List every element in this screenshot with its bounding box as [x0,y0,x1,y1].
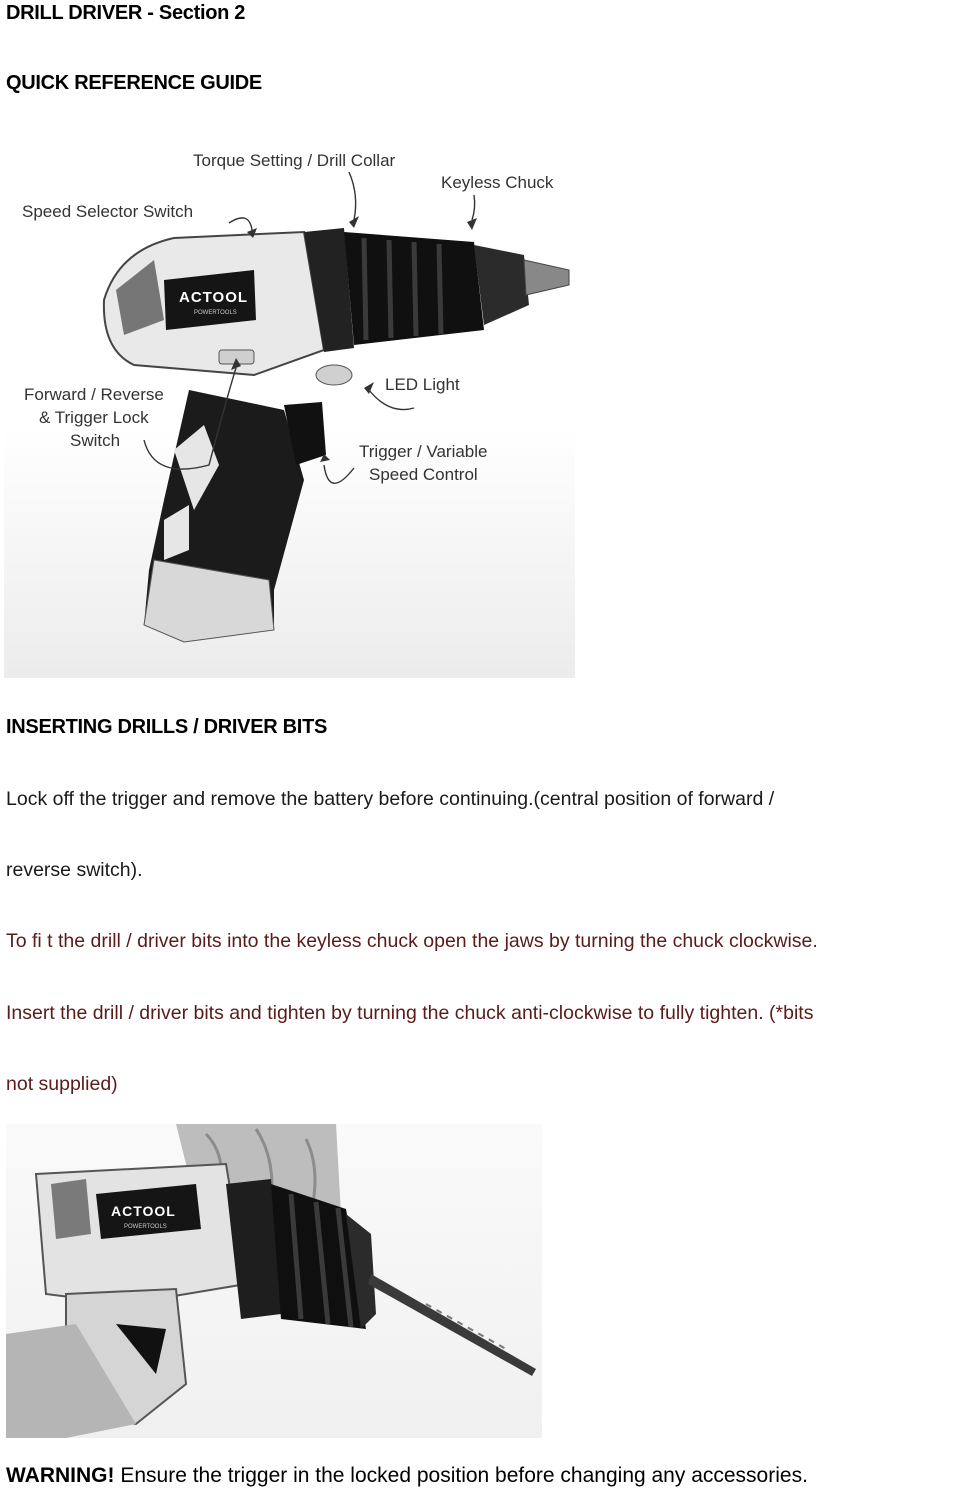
drill-bit-insertion-photo [6,1124,542,1438]
callout-trigger-line1: Trigger / Variable [359,442,488,461]
photo-brand-logo: ACTOOL [111,1203,176,1219]
paragraph-fit-bits: To fi t the drill / driver bits into the keyless chuck open the jaws by turning the chuck clockwise. [6,930,818,952]
paragraph-lock-trigger-line1: Lock off the trigger and remove the battery before continuing.(central position of forward / [6,788,775,810]
document-title: DRILL DRIVER - Section 2 [6,2,246,24]
drill-diagram-illustration [4,120,575,678]
callout-forward-reverse-line2: & Trigger Lock [39,408,149,427]
drill-diagram-figure [4,120,575,678]
callout-keyless-chuck: Keyless Chuck [441,173,554,192]
warning-notice [6,1464,808,1488]
callout-forward-reverse-line1: Forward / Reverse [24,385,164,404]
callout-forward-reverse-line3: Switch [70,431,121,450]
callout-torque-setting: Torque Setting / Drill Collar [193,151,396,170]
drill-brand-logo: ACTOOL [179,289,249,306]
paragraph-lock-trigger-line2: reverse switch). [6,859,143,881]
paragraph-insert-bits-line2: not supplied) [6,1073,118,1095]
drill-bit-insertion-illustration [6,1124,542,1438]
callout-speed-selector: Speed Selector Switch [22,202,194,221]
photo-brand-sub: POWERTOOLS [124,1224,167,1230]
callout-led-light: LED Light [385,375,460,394]
document-subtitle: QUICK REFERENCE GUIDE [6,72,262,94]
callout-trigger-line2: Speed Control [369,465,478,484]
warning-label: WARNING! [6,1464,115,1487]
paragraph-insert-bits-line1: Insert the drill / driver bits and tighten by turning the chuck anti-clockwise to fully tighten. (*bits [6,1002,814,1024]
section-heading: INSERTING DRILLS / DRIVER BITS [6,716,328,738]
warning-text: Ensure the trigger in the locked position before changing any accessories. [114,1464,808,1487]
drill-brand-sub: POWERTOOLS [194,310,237,316]
